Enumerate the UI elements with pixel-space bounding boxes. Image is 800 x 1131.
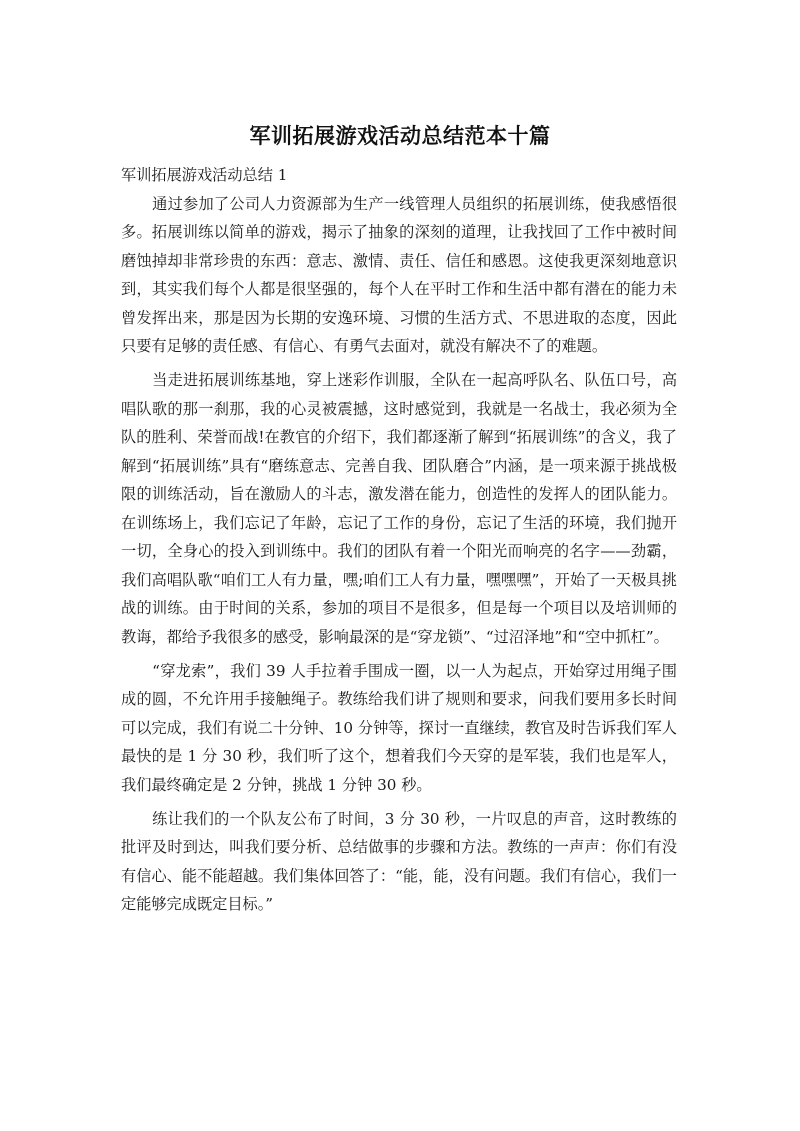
paragraph-3: “穿龙索”，我们 39 人手拉着手围成一圈，以一人为起点，开始穿过用绳子围成的圆，不允许用手接触绳子。教练给我们讲了规则和要求，问我们要用多长时间可以完成，我们有说二十分钟、10 分钟等，探讨一直继续，教官及时告诉我们军人最快的是 1 分 30 秒，我们听了这个，想着我们今天穿的是军装，我们也是军人，我们最终确定是 2 分钟，挑战 1 分钟 30 秒。 xyxy=(121,661,677,794)
paragraph-4: 练让我们的一个队友公布了时间，3 分 30 秒，一片叹息的声音，这时教练的批评及时到达，叫我们要分析、总结做事的步骤和方法。教练的一声声：你们有没有信心、能不能超越。我们集体回答了：“能，能，没有问题。我们有信心，我们一定能够完成既定目标。” xyxy=(121,809,677,913)
section-heading: 军训拓展游戏活动总结 1 xyxy=(121,166,288,184)
document-title: 军训拓展游戏活动总结范本十篇 xyxy=(249,124,551,148)
paragraph-2: 当走进拓展训练基地，穿上迷彩作训服，全队在一起高呼队名、队伍口号，高唱队歌的那一刹那，我的心灵被震撼，这时感觉到，我就是一名战士，我必须为全队的胜利、荣誉而战!在教官的介绍下，我们都逐渐了解到“拓展训练”的含义，我了解到“拓展训练”具有“磨练意志、完善自我、团队磨合”内涵，是一项来源于挑战极限的训练活动，旨在激励人的斗志，激发潜在能力，创造性的发挥人的团队能力。在训练场上，我们忘记了年龄，忘记了工作的身份，忘记了生活的环境，我们抛开一切，全身心的投入到训练中。我们的团队有着一个阳光而响亮的名字——劲霸，我们高唱队歌“咱们工人有力量，嘿;咱们工人有力量，嘿嘿嘿”，开始了一天极具挑战的训练。由于时间的关系，参加的项目不是很多，但是每一个项目以及培训师的教诲，都给予我很多的感受，影响最深的是“穿龙锁”、“过沼泽地”和“空中抓杠”。 xyxy=(121,371,677,646)
paragraph-1: 通过参加了公司人力资源部为生产一线管理人员组织的拓展训练，使我感悟很多。拓展训练以简单的游戏，揭示了抽象的深刻的道理，让我找回了工作中被时间磨蚀掉却非常珍贵的东西：意志、激情、责任、信任和感恩。这使我更深刻地意识到，其实我们每个人都是很坚强的，每个人在平时工作和生活中都有潜在的能力未曾发挥出来，那是因为长期的安逸环境、习惯的生活方式、不思进取的态度，因此只要有足够的责任感、有信心、有勇气去面对，就没有解决不了的难题。 xyxy=(121,194,677,355)
document-body xyxy=(121,161,677,924)
